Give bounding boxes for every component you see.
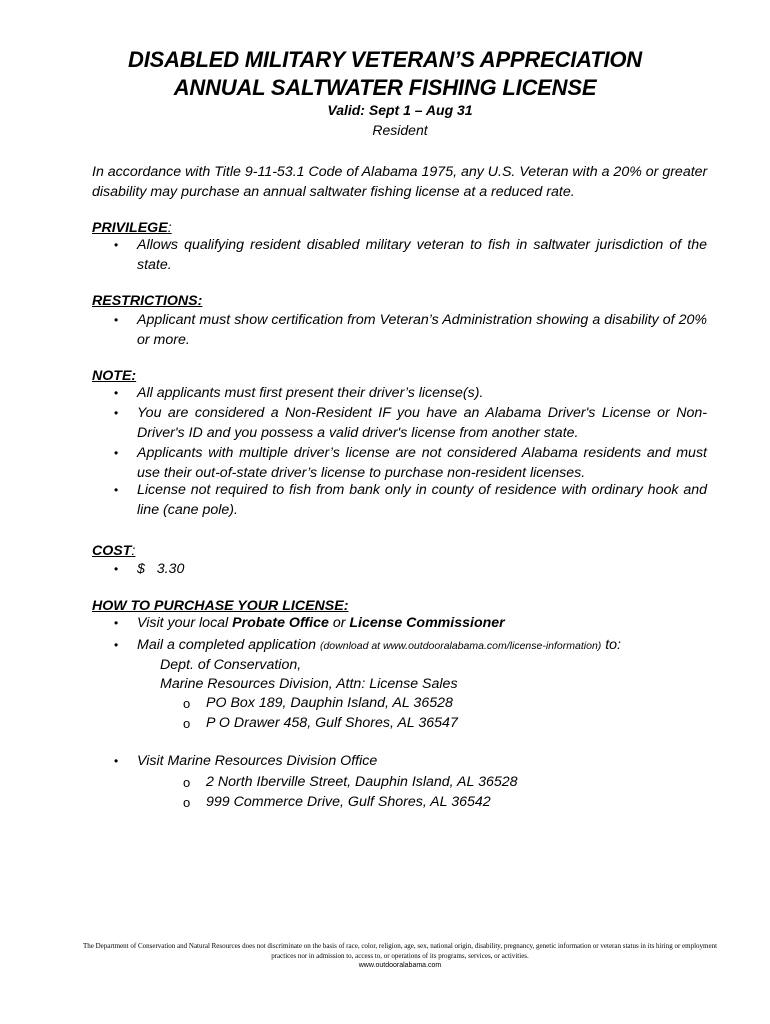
restrictions-item: Applicant must show certification from Veteran’s Administration showing a disability of 20% or more.: [137, 312, 707, 348]
bullet-marker: •: [114, 386, 119, 400]
note-item: You are considered a Non-Resident IF you have an Alabama Driver's License or Non-Driver's ID and you possess a valid driver's license from another state.: [137, 405, 707, 441]
mail-address: P O Drawer 458, Gulf Shores, AL 36547: [206, 715, 458, 731]
restrictions-heading: RESTRICTIONS:: [92, 293, 203, 309]
license-commissioner-label: License Commissioner: [349, 615, 505, 631]
office-address: 2 North Iberville Street, Dauphin Island, AL 36528: [206, 774, 518, 790]
title-line-1: DISABLED MILITARY VETERAN’S APPRECIATION: [128, 47, 642, 72]
sub-bullet-marker: o: [183, 716, 191, 731]
note-item: Applicants with multiple driver’s license are not considered Alabama residents and must use their out-of-state driver’s license to purchase non-resident licenses.: [137, 445, 707, 481]
footer-disclaimer-line-2: practices nor in admission to, access to, or operations of its programs, services, or activities.: [271, 951, 529, 960]
note-heading: NOTE:: [92, 368, 137, 384]
visit-division-office: Visit Marine Resources Division Office: [137, 753, 378, 769]
note-item: License not required to fish from bank only in county of residence with ordinary hook and line (cane pole).: [137, 482, 707, 518]
office-address: 999 Commerce Drive, Gulf Shores, AL 36542: [206, 794, 491, 810]
note-item: All applicants must first present their driver’s license(s).: [137, 385, 484, 401]
privilege-heading: PRIVILEGE:: [92, 220, 172, 236]
cost-value: $ 3.30: [137, 561, 185, 577]
bullet-marker: •: [114, 562, 119, 576]
mail-application: Mail a completed application (download at www.outdooralabama.com/license-information) to:: [137, 637, 621, 653]
division-line: Marine Resources Division, Attn: License Sales: [160, 676, 458, 692]
footer: [30, 942, 770, 971]
sub-bullet-marker: o: [183, 795, 191, 810]
download-url: (download at www.outdooralabama.com/license-information): [319, 640, 602, 652]
cost-heading: COST:: [92, 543, 136, 559]
bullet-marker: •: [114, 483, 119, 497]
visit-local-office: Visit your local Probate Office or License Commissioner: [137, 615, 505, 631]
valid-period: Valid: Sept 1 – Aug 31: [327, 102, 473, 118]
privilege-item: Allows qualifying resident disabled military veteran to fish in saltwater jurisdiction of the state.: [137, 237, 707, 273]
bullet-marker: •: [114, 754, 119, 768]
purchase-heading: HOW TO PURCHASE YOUR LICENSE:: [92, 598, 349, 614]
footer-website: www.outdooralabama.com: [358, 962, 442, 969]
bullet-marker: •: [114, 446, 119, 460]
sub-bullet-marker: o: [183, 696, 191, 711]
residency-type: Resident: [372, 122, 428, 138]
intro-paragraph: In accordance with Title 9-11-53.1 Code of Alabama 1975, any U.S. Veteran with a 20% or greater disability may purchase an annual saltwater fishing license at a reduced rate.: [92, 164, 708, 200]
bullet-marker: •: [114, 638, 119, 652]
dept-line: Dept. of Conservation,: [160, 657, 302, 673]
probate-office-label: Probate Office: [232, 615, 329, 631]
mail-address: PO Box 189, Dauphin Island, AL 36528: [206, 695, 453, 711]
bullet-marker: •: [114, 406, 119, 420]
title-line-2: ANNUAL SALTWATER FISHING LICENSE: [173, 75, 597, 100]
footer-disclaimer-line-1: The Department of Conservation and Natural Resources does not discriminate on the basis of race, color, religion, age, sex, national origin, disability, pregnancy, genetic information or veteran status in its hiring or employment: [82, 942, 718, 950]
bullet-marker: •: [114, 238, 119, 252]
bullet-marker: •: [114, 313, 119, 327]
sub-bullet-marker: o: [183, 775, 191, 790]
bullet-marker: •: [114, 616, 119, 630]
